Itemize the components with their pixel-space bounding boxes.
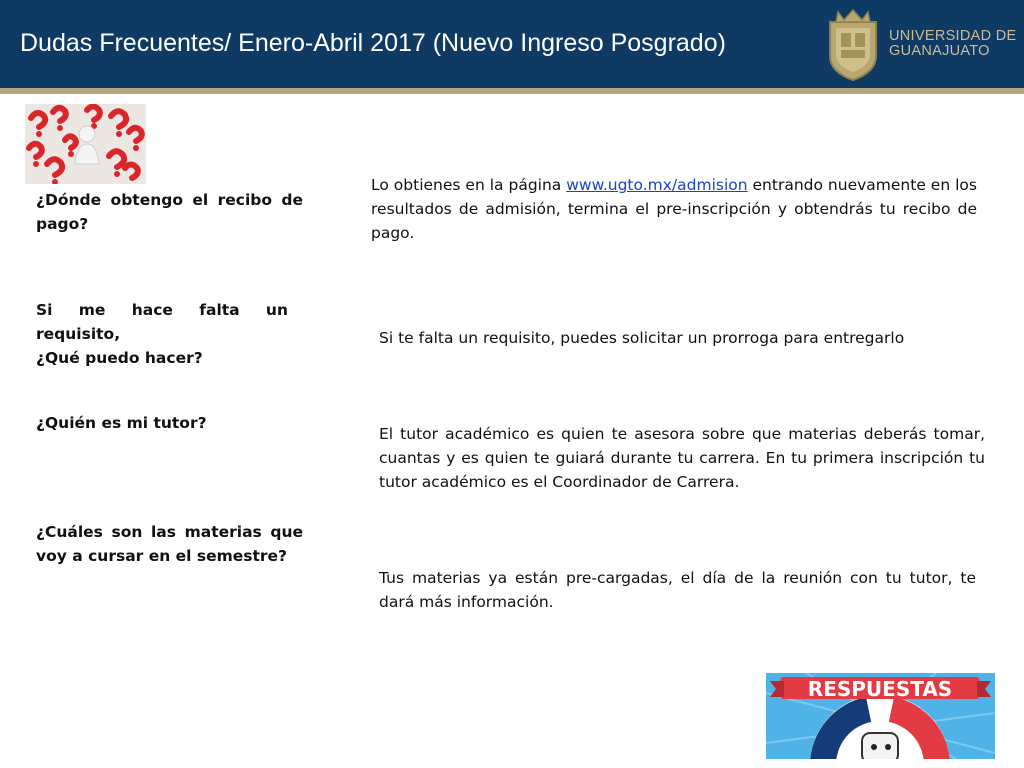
faq-question-2-line2: ¿Qué puedo hacer?	[36, 349, 203, 367]
faq-question-4-line1: ¿Cuáles son las materias que	[36, 523, 303, 541]
faq-answer-3: El tutor académico es quien te asesora sobre que materias deberás tomar, cuantas y es quien te guiará durante tu carrera. En tu primera inscripción tu tutor académico es el Coordinador de Carrera.	[379, 425, 985, 491]
university-name	[889, 29, 1016, 59]
faq-answer-1-suffix: entrando nuevamente en los resultados de admisión, termina el pre-inscripción y obtendrás tu recibo de pago.	[371, 176, 977, 242]
header-stripe	[0, 88, 1024, 94]
question-marks-image	[25, 104, 146, 184]
page-title: Dudas Frecuentes/ Enero-Abril 2017 (Nuevo Ingreso Posgrado)	[20, 29, 726, 57]
university-name-line1: UNIVERSIDAD DE	[889, 28, 1017, 44]
faq-answer-1	[371, 173, 977, 245]
faq-answer-1-prefix: Lo obtienes en la página	[371, 176, 567, 194]
faq-answer-2: Si te falta un requisito, puedes solicitar un prorroga para entregarlo	[379, 329, 905, 347]
admision-link[interactable]: www.ugto.mx/admision	[566, 176, 748, 194]
faq-question-2	[36, 298, 288, 370]
faq-question-4	[36, 520, 303, 568]
faq-question-3	[36, 411, 303, 435]
faq-question-1	[36, 188, 303, 236]
faq-question-1-line2: pago?	[36, 215, 89, 233]
faq-question-1-line1: ¿Dónde obtengo el recibo de	[36, 191, 303, 209]
faq-answer-4: Tus materias ya están pre-cargadas, el día de la reunión con tu tutor, te dará más información.	[379, 569, 976, 611]
respuestas-banner-image	[766, 673, 995, 759]
faq-question-3-line1: ¿Quién es mi tutor?	[36, 414, 207, 432]
university-crest-logo	[822, 8, 884, 82]
respuestas-banner-text: RESPUESTAS	[807, 677, 953, 701]
university-name-line2: GUANAJUATO	[889, 43, 990, 59]
faq-question-4-line2: voy a cursar en el semestre?	[36, 547, 288, 565]
faq-question-2-line1: Si me hace falta un requisito,	[36, 301, 288, 343]
